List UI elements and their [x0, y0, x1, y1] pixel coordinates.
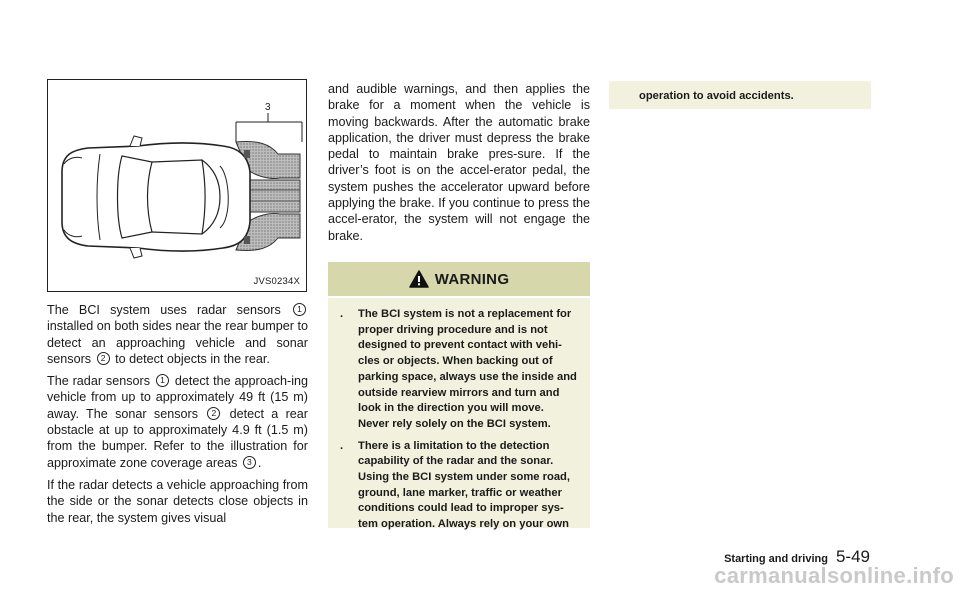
callout-2: 2 — [207, 407, 220, 420]
body-column-2 — [328, 81, 590, 250]
callout-2: 2 — [97, 352, 110, 365]
warning-item: . There is a limitation to the detection capability of the radar and the sonar. Using the BCI system under some road, ground, lane marker, traffic or weather conditions could lead to improper sys-tem operation. Always rely on your own — [340, 439, 570, 531]
paragraph-2: The radar sensors 1 detect the approach-ing vehicle from up to approximately 49 ft (15 m) away. The sonar sensors 2 detect a rear obstacle at up to approximately 4.9 ft (1.5 m) from the bumper. Refer to the illustration for approximate zone coverage areas 3 . — [47, 374, 308, 470]
warning-title: WARNING — [434, 270, 510, 288]
warning-body — [328, 298, 590, 531]
paragraph-1: The BCI system uses radar sensors 1 installed on both sides near the rear bumper to detect an approaching vehicle and sonar sensors 2 to detect objects in the rear. — [47, 303, 308, 366]
body-column-1 — [47, 302, 308, 532]
warning-continuation: operation to avoid accidents. — [609, 81, 871, 109]
sonar-zone — [248, 180, 300, 212]
figure-label-3: 3 — [265, 102, 271, 113]
paragraph-3: If the radar detects a vehicle approaching from the side or the sonar detects close objects in the rear, the system gives visual — [47, 477, 308, 525]
callout-1: 1 — [156, 374, 169, 387]
warning-header — [328, 262, 590, 296]
figure-code: JVS0234X — [253, 276, 300, 287]
car-sensor-diagram — [48, 80, 305, 290]
page-number: 5-49 — [835, 547, 870, 566]
watermark: carmanualsonline.info — [714, 563, 954, 588]
callout-3: 3 — [243, 456, 256, 469]
vehicle-illustration — [47, 79, 307, 292]
paragraph-4: and audible warnings, and then applies the brake for a moment when the vehicle is moving backwards. After the automatic brake application, the driver must depress the brake pedal to maintain brake pres-sure. If the driver’s foot is on the accel-erator pedal, the system pushes the accelerator upward before applying the brake. If you continue to press the accel-erator, the system will not engage the brake. — [328, 82, 590, 243]
warning-item: . The BCI system is not a replacement for proper driving procedure and is not designed to prevent contact with vehi-cles or objects. When backing out of parking space, always use the inside and outside rearview mirrors and turn and look in the direction you will move. Never rely solely on the BCI system. — [340, 308, 577, 430]
warning-triangle-icon — [409, 270, 429, 288]
section-title: Starting and driving — [724, 553, 828, 565]
callout-1: 1 — [293, 303, 306, 316]
